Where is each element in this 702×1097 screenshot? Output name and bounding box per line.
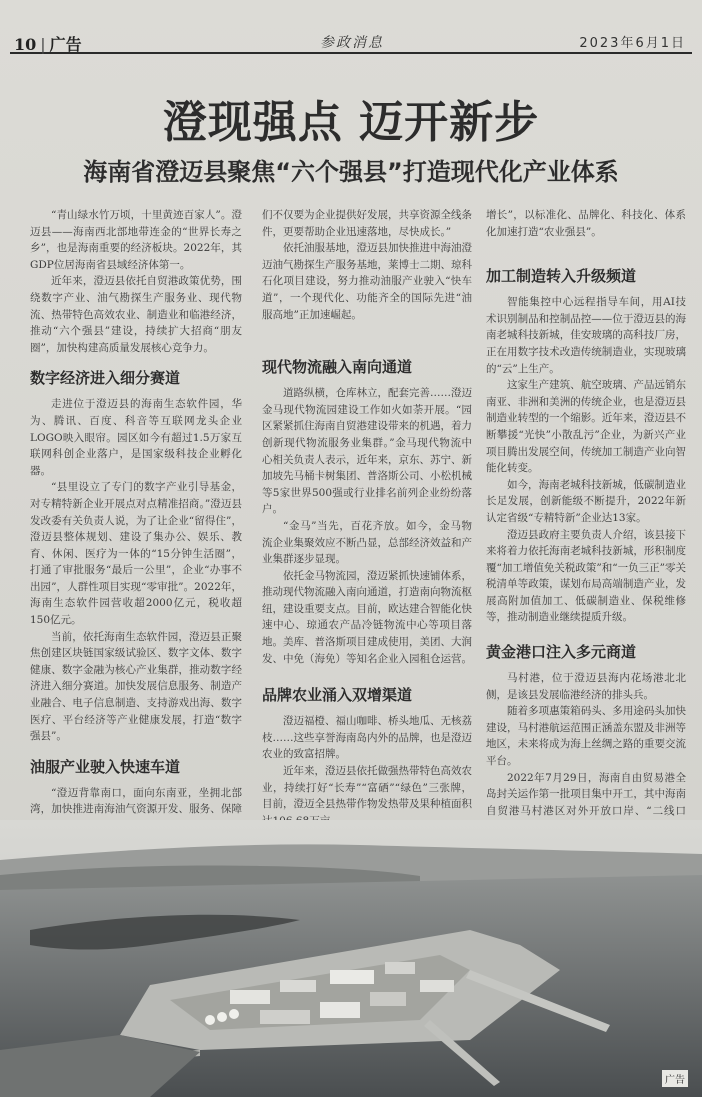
body-paragraph: 近年来，澄迈县依托做强热带特色高效农业，持续打好“长寿”“富硒”“绿色”三张牌，目前，澄迈全县热带作物发热带及果种植面积 <box>262 765 472 811</box>
page-number: 10 <box>14 35 37 54</box>
body-paragraph: 这家生产建筑、航空玻璃、产品远销东南亚、非洲和美洲的传统企业，也是澄迈县制造业转型的一个缩影。近年来，澄迈县不断攀援“光快”小散乱污”企业，为新兴产业项目腾出发展空间，传统加工制造产业向智能化转变。 <box>486 379 686 475</box>
section-heading: 黄金港口注入多元商道 <box>486 643 637 662</box>
headline-title: 澄现强点 迈开新步 <box>162 97 540 148</box>
body-paragraph: 依托油服基地，澄迈县加快推进中海油澄迈油气勘探生产服务基地，莱博士二期、琼科石化项目建设，努力推动油服产业驶入“快车道”，一个现代化、功能齐全的国际先进“油服高地”正加速崛起。 <box>262 242 472 321</box>
body-paragraph: 道路纵横，仓库林立，配套完善……澄迈金马现代物流园建设工作如火如荼开展。“园区紧紧抓住海南自贸港建设带来的机遇，着力创新现代物流服务业集群。”金马现代物流中心相关负责人表示，近年来，京东、苏宁、新加坡先马桶卡树集团、普洛斯公司、小松机械等5家世界500强或行业排名前列企业纷纷落户。 <box>262 387 472 516</box>
ad-label: 广告 <box>662 1070 688 1087</box>
body-paragraph: 走进位于澄迈县的海南生态软件园，华为、腾讯、百度、科音等互联网龙头企业LOGO映入眼帘。园区如今有超过1.5万家互联网科创企业落户，是国家级科技企业孵化器。 <box>30 398 242 477</box>
body-paragraph: “县里设立了专门的数字产业引导基金，对专精特新企业开展点对点精准招商。”澄迈县发改委有关负责人说，为了让企业“留得住”，澄迈县整体规划、建设了集办公、娱乐、教育、休闲、医疗为一体的“15分钟生活圈”，打通了审批服务“最后一公里”，企业“办事不出园”，人群性项目实现“零审批”。2022年，海南生态软件园营收超2000亿元，税收超150亿元。 <box>30 481 242 627</box>
body-paragraph: “青山绿水竹万顷，十里黄迹百家人”。澄迈县——海南西北部地带连金的“世界长寿之乡”，也是海南重要的经济板块。2022年，其GDP位居海南省县域经济体第一。 <box>30 209 242 271</box>
body-paragraph: 澄迈县政府主要负责人介绍，该县接下来将着力依托海南老城科技新城，形积制度覆“加工增值免关税政策”和“一负三正”零关税清单等政策，谋划布局高端制造产业，发展高附加值加工、低碳制造业、保税维修等，推动制造业继续提质升级。 <box>486 528 686 624</box>
issue-date: 2023年6月1日 <box>579 36 686 51</box>
page-number-section: 10 | 广告 <box>14 35 82 54</box>
headline-subtitle: 海南省澄迈县聚焦“六个强县”打造现代化产业体系 <box>83 158 619 186</box>
body-paragraph: 依托金马物流园，澄迈紧抓快速铺体系，推动现代物流融入南向通道，打造南向物流枢纽，建设重要支点。目前，欧达建合智能化快速中心、琼通农产品冷链物流中心等项目落地。美库、普洛斯项目建成使用，美团、大润发、中免（海免）等知名企业入园租仓运营。 <box>262 569 472 665</box>
section-heading: 品牌农业涌入双增渠道 <box>262 686 413 705</box>
section-heading: 加工制造转入升级频道 <box>486 267 637 286</box>
body-paragraph: 如今，海南老城科技新城，低碳制造业长足发展，创新能级不断提升，2022年新认定省级“专精特新”企业达13家。 <box>486 478 686 524</box>
page-section: 广告 <box>49 35 82 54</box>
body-paragraph: 马村港，位于澄迈县海内花场港北北侧，是该县发展临港经济的排头兵。 <box>486 672 686 701</box>
section-heading: 数字经济进入细分赛道 <box>30 369 181 388</box>
body-paragraph: 澄迈福橙、福山咖啡、桥头地瓜、无核荔枝……这些享誉海南岛内外的品牌，也是澄迈农业的致富招牌。 <box>262 715 472 761</box>
section-heading: 油服产业驶入快速车道 <box>30 757 181 776</box>
section-heading: 现代物流融入南向通道 <box>262 358 413 377</box>
body-paragraph: 当前，依托海南生态软件园，澄迈县正聚焦创建区块链国家级试验区、数字文体、数字健康、数字金融为核心产业集群，推动数字经济进入细分赛道。加快发展信息服务、制造产业融合、电子信息制造、支持游戏出海、数字医疗、平台经济等产业健康发展，打造“数字强县”。 <box>30 630 242 743</box>
body-paragraph: 们不仅要为企业提供好发展，共享资源全线条件，更要帮助企业迅速落地，尽快成长。” <box>262 209 472 238</box>
body-paragraph: 2022年7月29日，海南自由贸易港全岛封关运作第一批项目集中开工，其中海南自贸港马村港区对外开放口岸、“二线口 <box>486 771 686 817</box>
aerial-port-illustration <box>0 820 702 1097</box>
body-paragraph: 智能集控中心远程指导车间，用AI技术识别制品和控制品控——位于澄迈县的海南老城科技新城，佳安玻璃的高科技厂房，正在用数字技术改造传统制造业，实现玻璃的“云”上生产。 <box>486 296 686 375</box>
body-paragraph: 随着多项惠策箱码头、多用途码头加快建设，马村港航运范围正涵盖东盟及非洲等地区，未来将成为海上丝绸之路的重要交流平台。 <box>486 705 686 768</box>
body-paragraph: 增长”，以标准化、品牌化、科技化、体系化加速打造“农业强县”。 <box>486 209 686 238</box>
paper-masthead: 参政消息 <box>320 35 384 51</box>
body-paragraph: 近年来，澄迈县依托自贸港政策优势，围绕数字产业、油气勘探生产服务业、现代物流、热带特色高效农业、制造业和临港经济，推动“六个强县”建设，持续扩大招商“朋友圈”，加快构建高质量发展核心竞争力。 <box>30 275 242 354</box>
body-paragraph: “金马”当先，百花齐放。如今，金马物流企业集聚效应不断凸显，总部经济效益和产业集群逐步显现。 <box>262 519 472 566</box>
page-header <box>10 30 692 54</box>
body-paragraph: “澄迈背靠南口，面向东南亚，坐拥北部湾，加快推进南海油气资源开发、服务、保障 <box>30 786 242 816</box>
port-aerial-photo <box>0 820 702 1097</box>
